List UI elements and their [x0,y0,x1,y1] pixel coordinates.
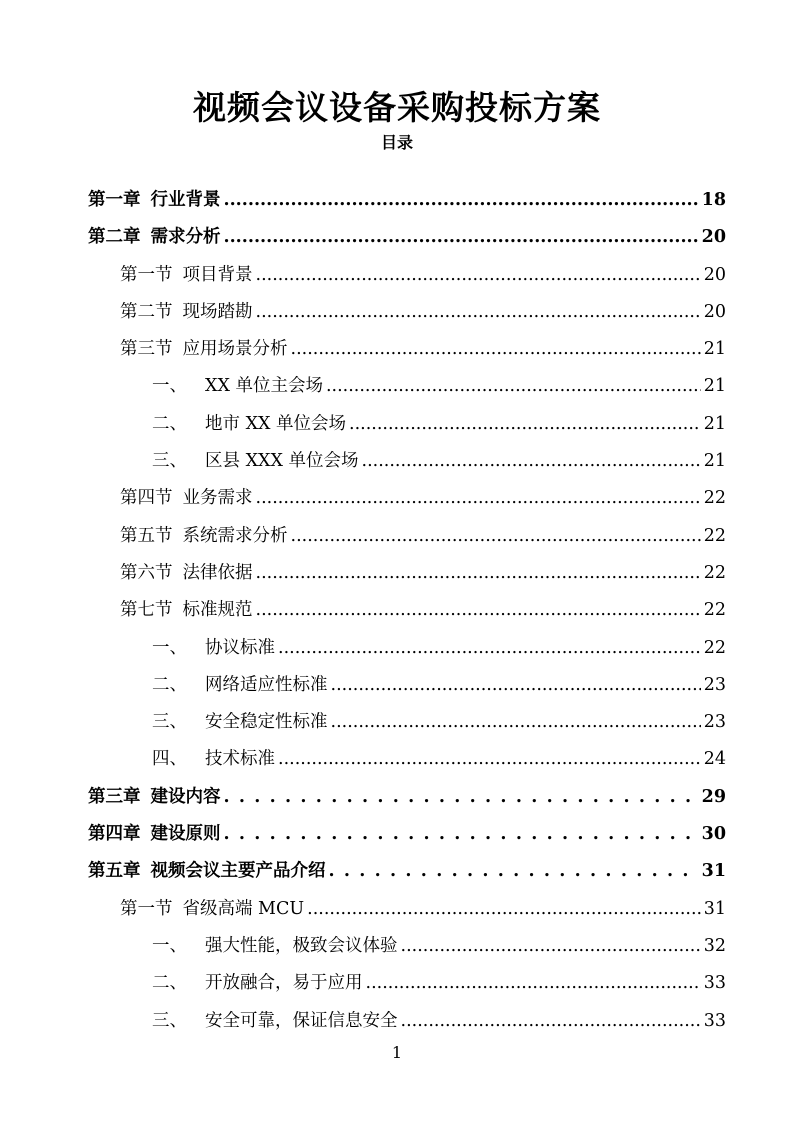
toc-entry-number: 第二节 [120,301,173,322]
dot-leader [401,928,701,965]
toc-entry[interactable] [88,219,726,256]
dot-leader [278,741,701,778]
dot-leader [401,1003,701,1040]
toc-entry-page: 21 [703,413,726,434]
toc-entry-page: 20 [703,301,726,322]
dot-leader [224,182,699,219]
toc-entry-number: 一、 [152,376,187,397]
toc-entry-title: 建设原则 [150,824,221,845]
toc-entry-number: 第一节 [120,264,173,285]
dot-leader [331,667,701,704]
toc-entry[interactable] [88,779,726,816]
dot-leader [256,294,701,331]
toc-entry-page: 21 [703,376,726,397]
toc-entry[interactable] [88,257,726,294]
toc-entry-page: 20 [703,264,726,285]
toc-entry-page: 32 [703,935,726,956]
toc-entry-number: 三、 [152,451,187,472]
toc-entry[interactable] [88,704,726,741]
toc-entry-page: 24 [703,749,726,770]
toc-entry-title: 强大性能，极致会议体验 [205,935,398,956]
toc-entry-page: 22 [703,637,726,658]
toc-entry[interactable] [88,891,726,928]
toc-entry[interactable] [88,965,726,1002]
toc-entry-title: 技术标准 [205,749,275,770]
toc-entry-number: 三、 [152,712,187,733]
toc-entry-page: 23 [703,712,726,733]
toc-entry-page: 31 [701,861,726,882]
toc-entry-number: 四、 [152,749,187,770]
dot-leader [331,704,701,741]
toc-entry-page: 22 [703,525,726,546]
dot-leader [224,816,699,853]
toc-entry-page: 30 [701,824,726,845]
toc-entry-number: 第二章 [88,227,141,248]
toc-entry[interactable] [88,630,726,667]
toc-entry[interactable] [88,667,726,704]
toc-entry-page: 20 [701,227,726,248]
toc-entry-title: 省级高端 MCU [182,898,305,919]
toc-entry-page: 21 [703,339,726,360]
toc-entry-page: 22 [703,600,726,621]
toc-entry[interactable] [88,1003,726,1040]
toc-entry[interactable] [88,928,726,965]
toc-entry-number: 第六节 [120,562,173,583]
toc-entry[interactable] [88,518,726,555]
toc-entry-title: 项目背景 [182,264,253,285]
toc-entry-title: 区县 XXX 单位会场 [205,451,359,472]
toc-entry-number: 二、 [152,674,187,695]
dot-leader [291,331,701,368]
toc-entry-page: 21 [703,451,726,472]
table-of-contents [88,182,726,1040]
toc-entry-title: 业务需求 [182,488,253,509]
dot-leader [278,630,701,667]
toc-entry-page: 23 [703,674,726,695]
toc-entry-page: 29 [701,786,726,807]
toc-entry-title: XX 单位主会场 [205,376,323,397]
toc-entry-number: 第一章 [88,190,141,210]
toc-entry[interactable] [88,741,726,778]
dot-leader [256,592,701,629]
toc-entry-title: 网络适应性标准 [205,674,328,695]
toc-entry[interactable] [88,853,726,890]
toc-entry-page: 22 [703,562,726,583]
dot-leader [362,443,701,480]
toc-entry-title: 开放融合，易于应用 [205,973,363,994]
toc-entry-number: 第七节 [120,600,173,621]
toc-entry-title: 标准规范 [182,600,253,621]
dot-leader [256,257,701,294]
toc-entry-title: 地市 XX 单位会场 [205,413,347,434]
toc-entry-number: 第五节 [120,525,173,546]
toc-entry-number: 二、 [152,413,187,434]
toc-entry-title: 安全稳定性标准 [205,712,328,733]
toc-entry-page: 31 [703,898,726,919]
dot-leader [256,555,701,592]
page-number: 1 [391,1043,403,1062]
toc-entry[interactable] [88,480,726,517]
toc-entry-title: 视频会议主要产品介绍 [150,861,326,882]
toc-entry-number: 第四章 [88,824,141,845]
toc-entry-number: 一、 [152,935,187,956]
toc-entry[interactable] [88,443,726,480]
toc-entry-title: 需求分析 [150,227,221,248]
toc-entry-page: 22 [703,488,726,509]
toc-entry-title: 应用场景分析 [182,339,288,360]
toc-entry[interactable] [88,555,726,592]
toc-entry[interactable] [88,331,726,368]
toc-entry[interactable] [88,406,726,443]
dot-leader [366,965,701,1002]
toc-entry-page: 33 [703,1010,726,1031]
toc-entry-number: 二、 [152,973,187,994]
dot-leader [256,480,701,517]
toc-entry-number: 一、 [152,637,187,658]
toc-entry[interactable] [88,592,726,629]
toc-entry-title: 行业背景 [150,190,221,210]
dot-leader [326,368,701,405]
toc-entry-number: 第一节 [120,898,173,919]
dot-leader [224,779,699,816]
document-title: 视频会议设备采购投标方案 [193,88,601,127]
toc-entry[interactable] [88,816,726,853]
dot-leader [291,518,701,555]
toc-entry-page: 18 [701,190,726,210]
toc-entry-number: 第三章 [88,786,141,807]
dot-leader [329,853,699,890]
toc-entry-title: 系统需求分析 [182,525,288,546]
dot-leader [224,219,699,256]
toc-entry[interactable] [88,368,726,405]
toc-entry-page: 33 [703,973,726,994]
toc-entry[interactable] [88,294,726,331]
toc-entry-title: 现场踏勘 [182,301,253,322]
toc-heading: 目录 [380,133,413,152]
toc-entry-title: 安全可靠，保证信息安全 [205,1010,398,1031]
toc-entry-title: 建设内容 [150,786,221,807]
dot-leader [349,406,701,443]
toc-entry-number: 三、 [152,1010,187,1031]
dot-leader [307,891,701,928]
toc-entry-title: 协议标准 [205,637,275,658]
toc-entry[interactable] [88,182,726,219]
toc-entry-title: 法律依据 [182,562,253,583]
toc-entry-number: 第三节 [120,339,173,360]
toc-entry-number: 第五章 [88,861,141,882]
toc-entry-number: 第四节 [120,488,173,509]
